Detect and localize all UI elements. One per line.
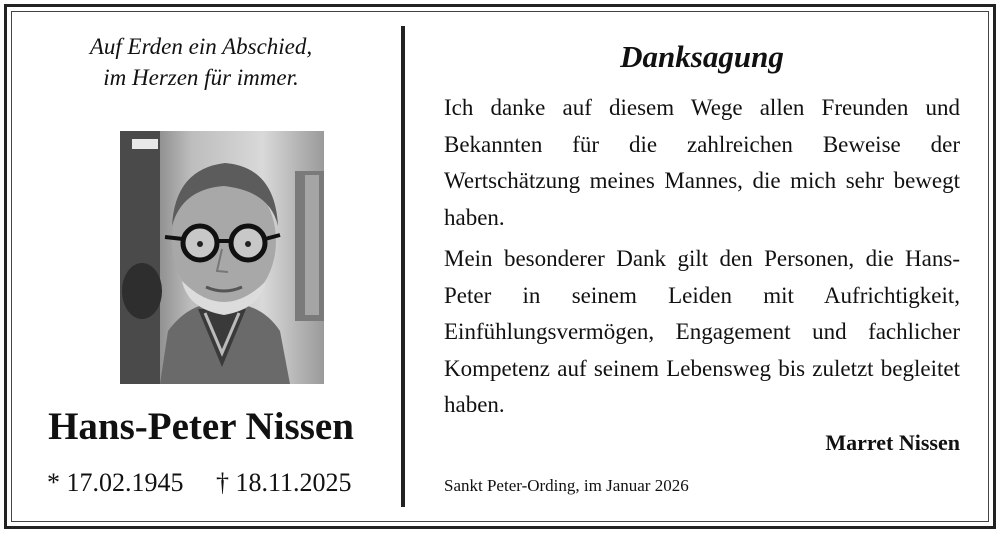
column-divider: [401, 26, 405, 507]
deceased-name: Hans-Peter Nissen: [48, 405, 354, 448]
motto-line-2: im Herzen für immer.: [103, 65, 299, 90]
birth-date: * 17.02.1945: [47, 468, 184, 497]
motto-line-1: Auf Erden ein Abschied,: [89, 34, 313, 59]
portrait-icon: [120, 131, 324, 384]
thanks-paragraph-1: Ich danke auf diesem Wege allen Freunden und Bekannten für die zahlreichen Beweise der Wertschätzung meines Mannes, die mich sehr bewegt haben.: [444, 95, 960, 230]
place-date: Sankt Peter-Ording, im Januar 2026: [444, 476, 689, 495]
thanks-paragraph-2: Mein besonderer Dank gilt den Personen, die Hans-Peter in seinem Leiden mit Aufrichtigkeit, Einfühlungsvermögen, Engagement und fachlicher Kompetenz auf seinem Lebensweg bis zuletzt begleitet haben.: [444, 246, 960, 417]
death-date: † 18.11.2025: [216, 468, 352, 497]
signature: Marret Nissen: [825, 430, 960, 455]
portrait-photo: [120, 131, 324, 384]
notice-title: Danksagung: [620, 39, 784, 74]
